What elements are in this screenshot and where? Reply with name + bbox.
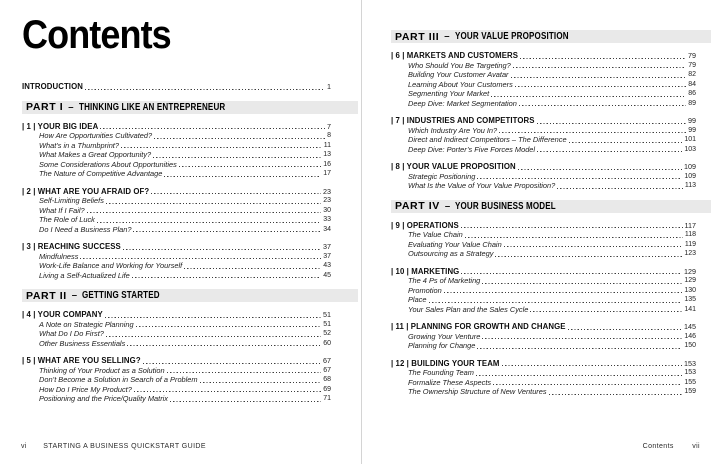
chapter-title-row — [22, 122, 358, 132]
page-number: 67 — [323, 356, 331, 365]
chapter-title-row-label: | 7 | INDUSTRIES AND COMPETITORS — [391, 116, 535, 125]
section-row — [22, 131, 358, 141]
chapter-title-row-label: | 2 | WHAT ARE YOU AFRAID OF? — [22, 186, 150, 196]
chapter-title-row — [391, 162, 711, 172]
page-number: 8 — [327, 132, 331, 139]
section-row — [22, 366, 358, 376]
chapter-title-row-label: | 4 | YOUR COMPANY — [22, 310, 103, 319]
section-row-label: Outsourcing as a Strategy — [408, 249, 494, 258]
page-number: 17 — [323, 170, 331, 177]
chapter-title-row — [22, 356, 358, 366]
section-row-label: The Value Chain — [408, 230, 463, 239]
section-row-label: Thinking of Your Product as a Solution — [39, 365, 165, 375]
section-row-label: Deep Dive: Porter’s Five Forces Model — [408, 144, 536, 154]
part-title: GETTING STARTED — [82, 290, 160, 301]
dot-leader — [530, 311, 682, 312]
dot-leader — [477, 178, 682, 179]
section-row-label: What Is the Value of Your Value Proposition? — [408, 181, 556, 190]
section-row-label: Deep Dive: Market Segmentation — [408, 98, 517, 108]
page-number: 67 — [323, 366, 331, 374]
section-row-label: Segmenting Your Market — [408, 89, 490, 98]
section-row — [22, 206, 358, 216]
chapter-block — [22, 242, 358, 280]
dot-leader — [106, 203, 321, 204]
chapter-title-row — [391, 267, 711, 277]
section-row — [391, 378, 711, 388]
dot-leader — [515, 86, 686, 87]
part-name: PART IV — [395, 200, 440, 212]
page-number: 84 — [688, 80, 696, 88]
section-row — [391, 172, 711, 182]
chapter-block — [391, 322, 711, 351]
section-row — [391, 80, 711, 90]
dot-leader — [167, 372, 322, 373]
section-row-label: Work-Life Balance and Working for Yourself — [39, 261, 183, 270]
page-number: 86 — [688, 90, 696, 97]
chapter-title-row-label: | 10 | MARKETING — [391, 266, 460, 276]
dot-leader — [97, 222, 321, 223]
footer-section-title: Contents — [642, 443, 674, 450]
dot-leader — [151, 193, 321, 194]
chapter-title-row-label: | 1 | YOUR BIG IDEA — [22, 121, 99, 131]
section-row — [22, 394, 358, 404]
dot-leader — [520, 58, 686, 59]
section-row-label: Learning About Your Customers — [408, 79, 513, 89]
toc-right — [391, 0, 711, 397]
dot-leader — [127, 345, 321, 346]
dot-leader — [133, 231, 321, 232]
dot-leader — [482, 338, 682, 339]
page-number: 79 — [688, 61, 696, 69]
dot-leader — [568, 329, 682, 330]
chapter-block — [22, 122, 358, 179]
section-row-label: Some Considerations About Opportunities — [39, 159, 177, 169]
dot-leader — [164, 176, 321, 177]
page-number: 23 — [323, 186, 331, 196]
footer-book-title: STARTING A BUSINESS QUICKSTART GUIDE — [43, 443, 206, 450]
section-row-label: Do I Need a Business Plan? — [39, 224, 132, 234]
dot-leader — [493, 384, 682, 385]
section-row — [22, 160, 358, 170]
page-number: 153 — [684, 358, 696, 368]
page-number: 11 — [323, 141, 331, 149]
footer-page-number: vii — [692, 443, 700, 450]
page-number: 109 — [684, 172, 696, 180]
section-row-label: Building Your Customer Avatar — [408, 70, 509, 79]
section-row — [391, 305, 711, 315]
section-row — [22, 329, 358, 339]
section-row — [22, 375, 358, 385]
toc-left — [22, 82, 358, 404]
page-number: 69 — [323, 385, 331, 393]
dot-leader — [154, 138, 325, 139]
section-row-label: Don’t Become a Solution in Search of a Problem — [39, 375, 198, 384]
chapter-block — [391, 267, 711, 315]
page-number: 99 — [688, 116, 696, 125]
dot-leader — [537, 151, 682, 152]
chapter-block — [391, 51, 711, 108]
chapter-block — [22, 310, 358, 348]
section-row — [391, 145, 711, 155]
page-number: 37 — [323, 242, 331, 251]
section-row-label: Other Business Essentials — [39, 338, 126, 348]
dot-leader — [106, 336, 321, 337]
page-number: 13 — [323, 151, 331, 158]
page-number: 82 — [688, 71, 696, 78]
section-row-label: The Ownership Structure of New Ventures — [408, 387, 547, 396]
dot-leader — [491, 96, 686, 97]
section-row — [22, 385, 358, 395]
section-row-label: The 4 Ps of Marketing — [408, 276, 481, 285]
page-number: 68 — [323, 376, 331, 383]
section-row-label: The Nature of Competitive Advantage — [39, 169, 163, 178]
page-number: 150 — [684, 342, 696, 349]
footer-page-number: vi — [21, 443, 27, 450]
section-row-label: Growing Your Venture — [408, 331, 481, 341]
page-number: 119 — [684, 240, 696, 248]
introduction-block — [22, 82, 358, 92]
section-row — [391, 70, 711, 80]
dot-leader — [179, 166, 321, 167]
dot-leader — [476, 375, 682, 376]
chapter-block — [391, 116, 711, 154]
section-row — [391, 368, 711, 378]
section-row-label: How Do I Price My Product? — [39, 384, 132, 394]
page-number: 1 — [327, 82, 331, 91]
dot-leader — [132, 277, 321, 278]
dot-leader — [482, 283, 682, 284]
page-number: 129 — [684, 277, 696, 284]
section-row-label: Self-Limiting Beliefs — [39, 196, 104, 205]
page-number: 141 — [684, 305, 696, 313]
dot-leader — [134, 391, 321, 392]
section-row-label: What If I Fail? — [39, 205, 85, 215]
section-row — [391, 387, 711, 397]
section-row — [22, 150, 358, 160]
section-row-label: Living a Self-Actualized Life — [39, 270, 130, 280]
page-number: 16 — [323, 160, 331, 168]
part-title: YOUR BUSINESS MODEL — [455, 200, 557, 212]
dot-leader — [502, 365, 682, 366]
page-number: 60 — [323, 339, 331, 347]
section-row-label: Strategic Positioning — [408, 171, 476, 181]
chapter-title-row — [22, 187, 358, 197]
section-row — [391, 276, 711, 286]
dot-leader — [85, 89, 325, 90]
chapter-block — [391, 359, 711, 397]
section-row — [22, 196, 358, 206]
dot-leader — [511, 77, 687, 78]
chapter-title-row — [391, 359, 711, 369]
section-row — [22, 320, 358, 330]
section-row — [391, 295, 711, 305]
section-row-label: Your Sales Plan and the Sales Cycle — [408, 304, 529, 314]
page-number: 51 — [323, 320, 331, 328]
chapter-block — [391, 221, 711, 259]
chapter-block — [22, 356, 358, 404]
section-row-label: What Makes a Great Opportunity? — [39, 150, 152, 159]
page-number: 7 — [327, 121, 331, 131]
section-row — [22, 169, 358, 179]
dot-leader — [549, 394, 683, 395]
part-name: PART III — [395, 30, 440, 43]
chapter-title-row-label: | 8 | YOUR VALUE PROPOSITION — [391, 162, 516, 171]
section-row-label: What Do I Do First? — [39, 329, 104, 338]
dot-leader — [170, 401, 321, 402]
section-row — [391, 249, 711, 259]
part-name: PART I — [26, 101, 64, 113]
dot-leader — [80, 258, 321, 259]
chapter-title-row — [391, 221, 711, 231]
chapter-title-row-label: | 5 | WHAT ARE YOU SELLING? — [22, 356, 141, 365]
contents-title: Contents — [22, 13, 171, 57]
section-row-label: Planning for Change — [408, 341, 476, 350]
page-number: 23 — [323, 197, 331, 204]
dot-leader — [200, 382, 322, 383]
section-row — [22, 225, 358, 235]
section-row-label: The Role of Luck — [39, 215, 95, 224]
footer-right — [643, 442, 700, 451]
section-row — [22, 215, 358, 225]
page-number: 51 — [323, 310, 331, 319]
dot-leader — [477, 348, 682, 349]
section-row-label: Which Industry Are You In? — [408, 125, 498, 135]
dot-leader — [461, 227, 683, 228]
dot-leader — [429, 302, 683, 303]
page-number: 159 — [684, 388, 696, 395]
chapter-title-row — [391, 51, 711, 61]
section-row — [391, 332, 711, 342]
section-row — [391, 99, 711, 109]
page-number: 135 — [684, 296, 696, 303]
page-number: 43 — [323, 262, 331, 269]
section-row — [22, 252, 358, 262]
dot-leader — [87, 212, 322, 213]
page-number: 118 — [684, 231, 696, 238]
page-number: 146 — [684, 332, 696, 340]
page-number: 30 — [323, 206, 331, 214]
chapter-block — [391, 162, 711, 191]
section-row — [391, 181, 711, 191]
page-number: 130 — [684, 286, 696, 294]
section-row-label: Positioning and the Price/Quality Matrix — [39, 394, 168, 403]
page-number: 129 — [684, 266, 696, 276]
section-row — [22, 261, 358, 271]
dot-leader — [499, 132, 686, 133]
dot-leader — [513, 67, 686, 68]
part-heading — [391, 200, 711, 213]
dot-leader — [143, 363, 321, 364]
chapter-title-row — [391, 116, 711, 126]
page-number: 99 — [688, 126, 696, 134]
dot-leader — [105, 317, 321, 318]
chapter-block — [22, 187, 358, 235]
page-number: 37 — [323, 252, 331, 260]
dot-leader — [136, 326, 322, 327]
chapter-title-row-label: | 3 | REACHING SUCCESS — [22, 242, 121, 251]
section-row-label: A Note on Strategic Planning — [39, 319, 134, 329]
dot-leader — [518, 169, 682, 170]
section-row — [391, 126, 711, 136]
page-number: 109 — [684, 162, 696, 171]
part-title: YOUR VALUE PROPOSITION — [454, 31, 569, 42]
dot-leader — [123, 249, 321, 250]
section-row — [391, 135, 711, 145]
page-number: 45 — [323, 271, 331, 279]
section-row — [391, 230, 711, 240]
dot-leader — [444, 292, 683, 293]
dot-leader — [537, 123, 686, 124]
part-separator: – — [71, 290, 78, 301]
section-row-label: Who Should You Be Targeting? — [408, 60, 511, 70]
chapter-title-row — [22, 310, 358, 320]
section-row-label: Direct and Indirect Competitors – The Difference — [408, 135, 567, 144]
dot-leader — [461, 273, 682, 274]
chapter-title-row — [22, 242, 358, 252]
part-separator: – — [68, 101, 74, 113]
section-row-label: Mindfulness — [39, 251, 79, 261]
page-number: 71 — [323, 395, 331, 402]
page-number: 101 — [684, 136, 696, 143]
page-number: 113 — [684, 182, 696, 189]
section-row-label: Place — [408, 295, 427, 304]
dot-leader — [153, 157, 321, 158]
section-row-label: Evaluating Your Value Chain — [408, 239, 502, 249]
page-right — [362, 0, 720, 464]
part-heading — [391, 30, 711, 43]
chapter-title-row-label: | 11 | PLANNING FOR GROWTH AND CHANGE — [391, 322, 566, 331]
section-row — [22, 271, 358, 281]
dot-leader — [557, 188, 683, 189]
footer-left — [21, 442, 206, 451]
dot-leader — [184, 268, 321, 269]
section-row — [391, 89, 711, 99]
part-heading — [22, 101, 358, 114]
page-number: 33 — [323, 216, 331, 223]
chapter-title-row-label: | 6 | MARKETS AND CUSTOMERS — [391, 51, 519, 60]
dot-leader — [569, 142, 683, 143]
dot-leader — [121, 147, 322, 148]
introduction-row-label: INTRODUCTION — [22, 82, 83, 91]
dot-leader — [504, 246, 683, 247]
dot-leader — [100, 128, 325, 129]
chapter-title-row — [391, 322, 711, 332]
section-row — [391, 286, 711, 296]
section-row — [22, 339, 358, 349]
section-row-label: Formalize These Aspects — [408, 377, 492, 387]
part-separator: – — [444, 200, 451, 212]
page-number: 52 — [323, 330, 331, 337]
page-number: 145 — [684, 322, 696, 331]
section-row-label: What’s in a Thumbprint? — [39, 140, 119, 150]
page-number: 103 — [684, 145, 696, 153]
section-row-label: How Are Opportunities Cultivated? — [39, 131, 153, 140]
part-separator: – — [444, 31, 450, 42]
section-row-label: Promotion — [408, 285, 442, 295]
part-title: THINKING LIKE AN ENTREPRENEUR — [78, 101, 225, 113]
page-number: 117 — [684, 220, 696, 230]
section-row — [391, 61, 711, 71]
dot-leader — [465, 237, 683, 238]
page-number: 89 — [688, 99, 696, 107]
section-row-label: The Founding Team — [408, 368, 474, 377]
page-number: 153 — [684, 369, 696, 376]
part-name: PART II — [26, 289, 67, 302]
introduction-row — [22, 82, 358, 92]
section-row — [391, 341, 711, 351]
dot-leader — [519, 105, 686, 106]
chapter-title-row-label: | 12 | BUILDING YOUR TEAM — [391, 358, 500, 368]
chapter-title-row-label: | 9 | OPERATIONS — [391, 220, 459, 230]
section-row — [22, 141, 358, 151]
section-row — [391, 240, 711, 250]
page-number: 123 — [684, 250, 696, 257]
part-heading — [22, 289, 358, 302]
dot-leader — [495, 256, 682, 257]
page-number: 34 — [323, 225, 331, 233]
page-number: 155 — [684, 378, 696, 386]
page-number: 79 — [688, 51, 696, 60]
